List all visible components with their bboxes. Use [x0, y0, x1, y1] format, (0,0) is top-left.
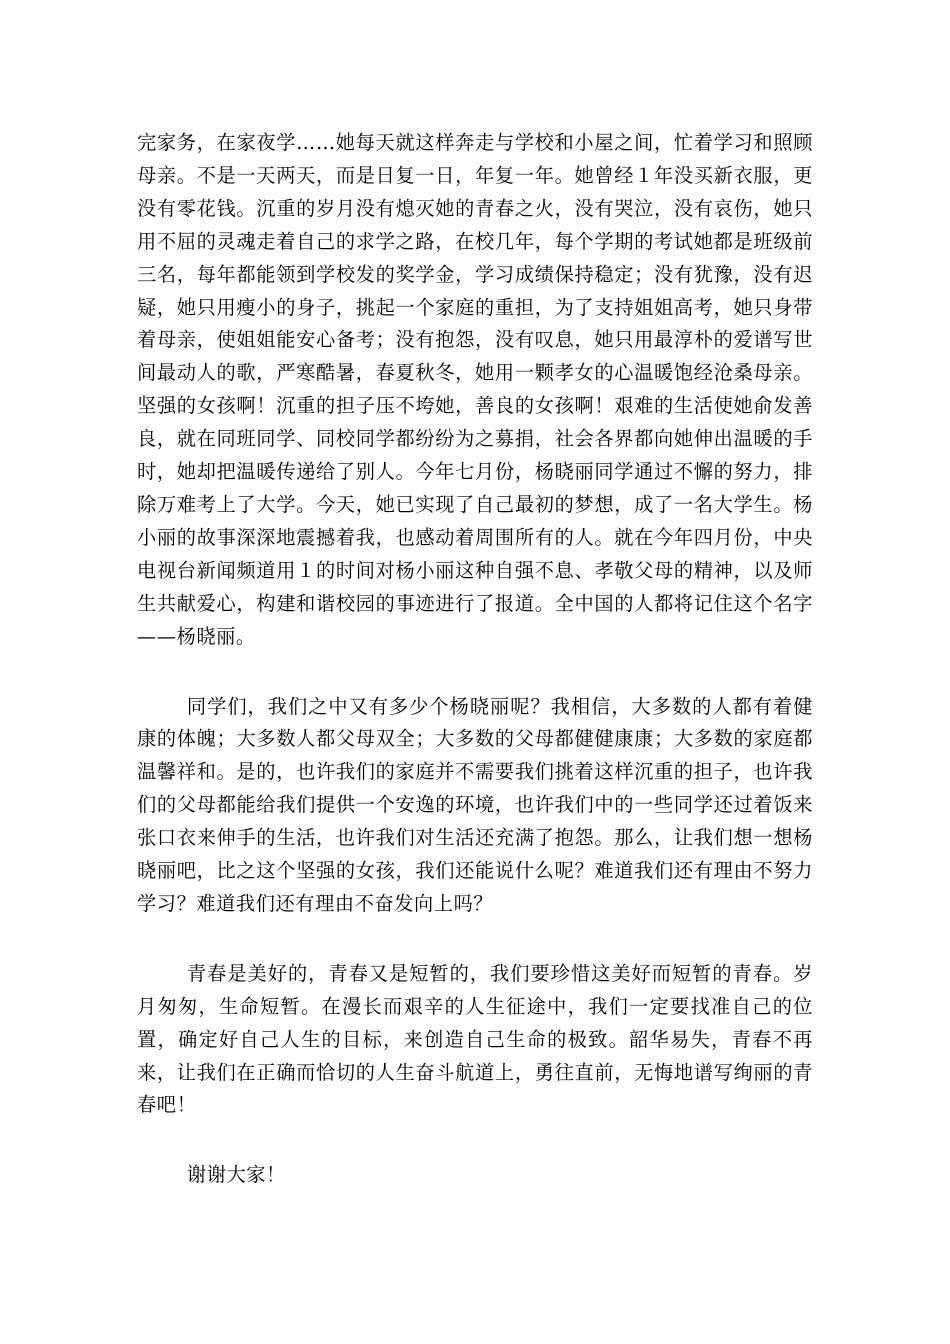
paragraph-spacer [137, 921, 813, 958]
paragraph-body-2: 同学们，我们之中又有多少个杨晓丽呢？我相信，大多数的人都有着健康的体魄；大多数人都父母双全；大多数的父母都健健康康；大多数的家庭都温馨祥和。是的，也许我们的家庭并不需要我们挑着这样沉重的担子，也许我们的父母都能给我们提供一个安逸的环境，也许我们中的一些同学还过着饭来张口衣来伸手的生活，也许我们对生活还充满了抱怨。那么，让我们想一想杨晓丽吧，比之这个坚强的女孩，我们还能说什么呢？难道我们还有理由不努力学习？难道我们还有理由不奋发向上吗？ [137, 694, 813, 915]
paragraph-body-3: 青春是美好的，青春又是短暂的，我们要珍惜这美好而短暂的青春。岁月匆匆，生命短暂。在漫长而艰辛的人生征途中，我们一定要找准自己的位置，确定好自己人生的目标，来创造自己生命的极致。韶华易失，青春不再来，让我们在正确而恰切的人生奋斗航道上，勇往直前，无悔地谱写绚丽的青春吧！ [137, 961, 813, 1117]
paragraph-spacer [137, 1122, 813, 1159]
paragraph-body-1: 完家务，在家夜学……她每天就这样奔走与学校和小屋之间，忙着学习和照顾母亲。不是一天两天，而是日复一日，年复一年。她曾经１年没买新衣服，更没有零花钱。沉重的岁月没有熄灭她的青春之火，没有哭泣，没有哀伤，她只用不屈的灵魂走着自己的求学之路，在校几年，每个学期的考试她都是班级前三名，每年都能领到学校发的奖学金，学习成绩保持稳定；没有犹豫，没有迟疑，她只用瘦小的身子，挑起一个家庭的重担，为了支持姐姐高考，她只身带着母亲，使姐姐能安心备考；没有抱怨，没有叹息，她只用最淳朴的爱谱写世间最动人的歌，严寒酷暑，春夏秋冬，她用一颗孝女的心温暖饱经沧桑母亲。坚强的女孩啊！沉重的担子压不垮她，善良的女孩啊！艰难的生活使她俞发善良，就在同班同学、同校同学都纷纷为之募捐，社会各界都向她伸出温暖的手时，她却把温暖传递给了别人。今年七月份，杨晓丽同学通过不懈的努力，排除万难考上了大学。今天，她已实现了自己最初的梦想，成了一名大学生。杨小丽的故事深深地震撼着我，也感动着周围所有的人。就在今年四月份，中央电视台新闻频道用１的时间对杨小丽这种自强不息、孝敬父母的精神，以及师生共献爱心，构建和谐校园的事迹进行了报道。全中国的人都将记住这个名字——杨晓丽。 [137, 131, 813, 648]
paragraph-spacer [137, 654, 813, 691]
document-page [137, 127, 813, 1192]
paragraph-closing: 谢谢大家！ [186, 1163, 286, 1187]
